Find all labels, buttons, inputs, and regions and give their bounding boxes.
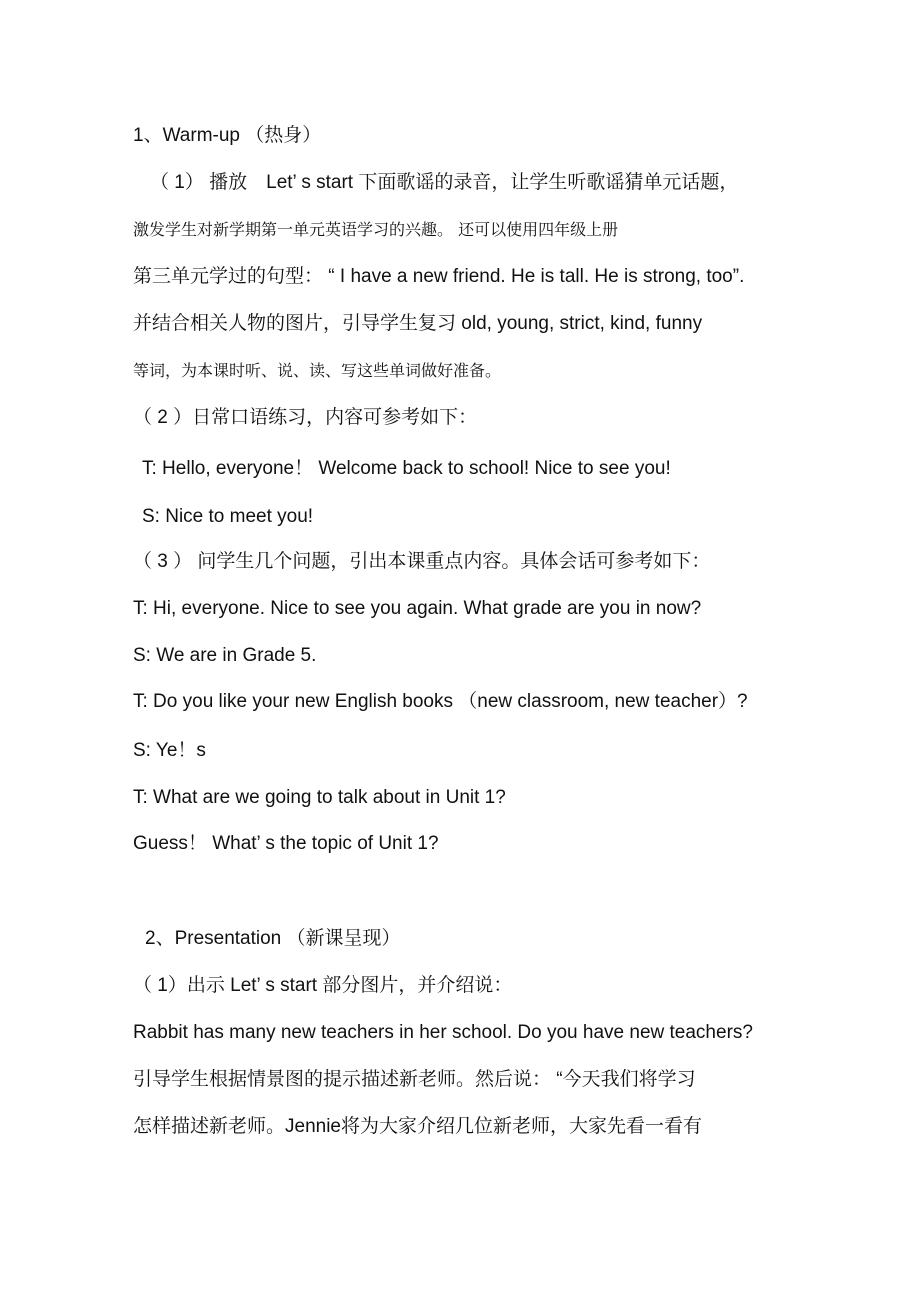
paragraph-line: 等词，为本课时听、说、读、写这些单词做好准备。	[133, 361, 502, 380]
paragraph-line: Rabbit has many new teachers in her school. Do you have new teachers?	[133, 1022, 753, 1043]
paragraph-line: 激发学生对新学期第一单元英语学习的兴趣。 还可以使用四年级上册	[133, 220, 619, 239]
dialogue-line: Guess！ What’ s the topic of Unit 1?	[133, 833, 439, 854]
dialogue-line: T: Do you like your new English books （new classroom, new teacher）?	[133, 691, 748, 712]
paragraph-line: 并结合相关人物的图片，引导学生复习 old, young, strict, kind, funny	[133, 313, 703, 334]
dialogue-line: S: Nice to meet you!	[142, 506, 314, 527]
dialogue-line: T: What are we going to talk about in Unit 1?	[133, 787, 506, 808]
paragraph-line: （ 3 ） 问学生几个问题，引出本课重点内容。具体会话可参考如下：	[133, 551, 711, 572]
paragraph-line: （ 2 ）日常口语练习，内容可参考如下：	[133, 407, 478, 428]
section-heading-presentation: 2、Presentation （新课呈现）	[145, 928, 401, 949]
dialogue-line: S: Ye！s	[133, 740, 206, 761]
paragraph-line: （ 1） 播放 Let’ s start 下面歌谣的录音，让学生听歌谣猜单元话题，	[150, 172, 739, 193]
dialogue-line: T: Hi, everyone. Nice to see you again. What grade are you in now?	[133, 598, 702, 619]
section-heading-warm-up: 1、Warm-up （热身）	[133, 125, 322, 146]
paragraph-line: （ 1）出示 Let’ s start 部分图片，并介绍说：	[133, 975, 513, 996]
paragraph-line: 怎样描述新老师。Jennie将为大家介绍几位新老师，大家先看一看有	[133, 1116, 702, 1137]
paragraph-line: 引导学生根据情景图的提示描述新老师。然后说： “今天我们将学习	[133, 1069, 696, 1090]
dialogue-line: T: Hello, everyone！ Welcome back to school! Nice to see you!	[142, 458, 671, 479]
dialogue-line: S: We are in Grade 5.	[133, 645, 317, 666]
paragraph-line: 第三单元学过的句型： “ I have a new friend. He is tall. He is strong, too”.	[133, 266, 745, 287]
